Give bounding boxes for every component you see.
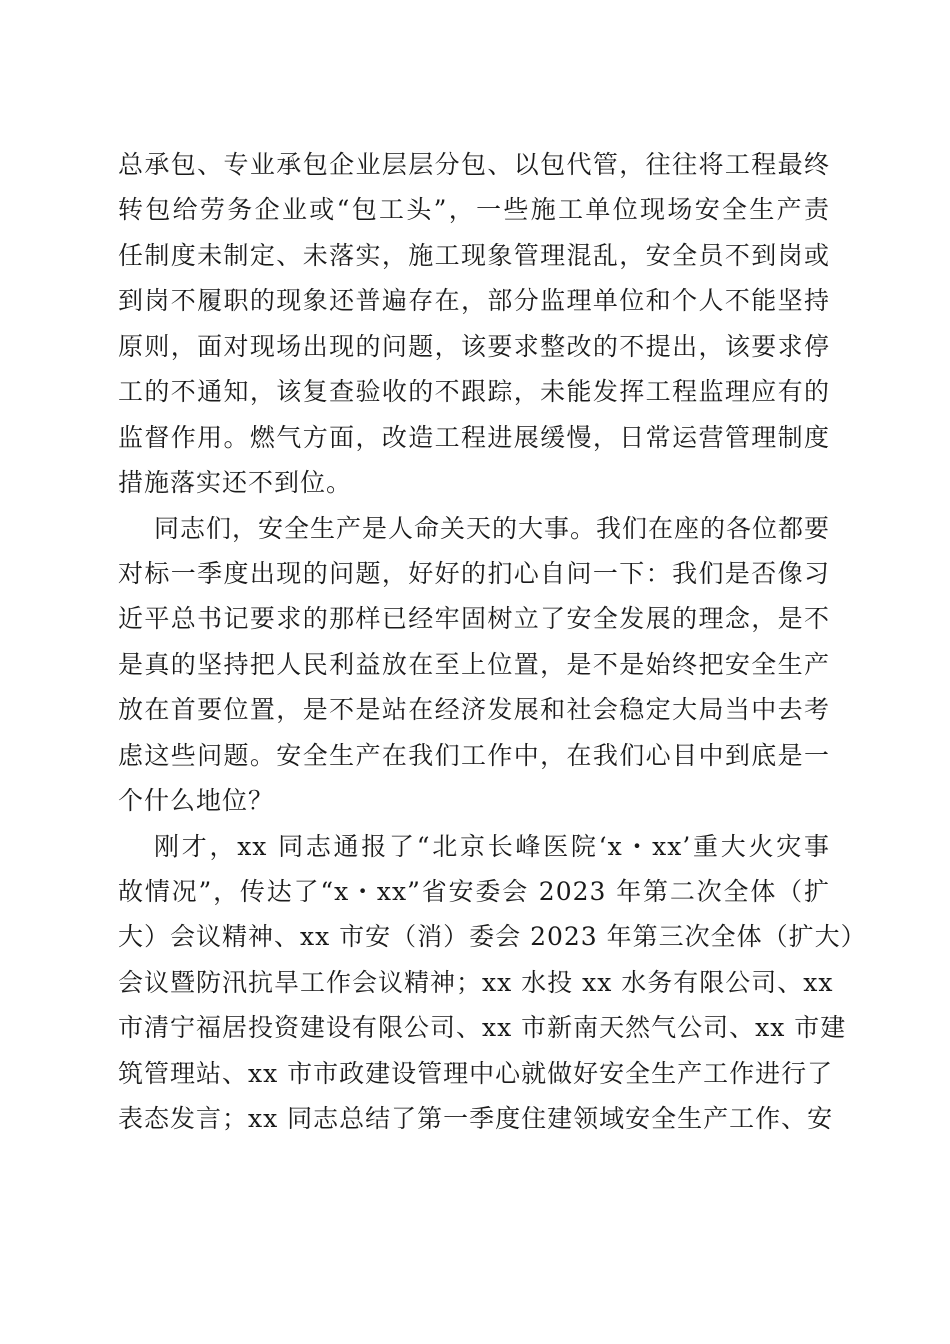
paragraph-1-line-3: 任制度未制定、未落实，施工现象管理混乱，安全员不到岗或 — [118, 240, 830, 270]
paragraph-2-line-4: 是真的坚持把人民利益放在至上位置，是不是始终把安全生产 — [118, 649, 830, 679]
paragraph-1-line-8: 措施落实还不到位。 — [118, 468, 353, 498]
paragraph-2-line-2: 对标一季度出现的问题，好好的扪心自问一下：我们是否像习 — [118, 558, 830, 588]
paragraph-3-line-1: 刚才，xx 同志通报了“北京长峰医院‘x・xx’重大火灾事 — [154, 831, 830, 861]
paragraph-3-line-4: 会议暨防汛抗旱工作会议精神；xx 水投 xx 水务有限公司、xx — [118, 967, 834, 997]
document-body — [118, 142, 867, 1142]
paragraph-3-line-3: 大）会议精神、xx 市安（消）委会 2023 年第三次全体（扩大） — [118, 922, 867, 952]
paragraph-1-line-6: 工的不通知，该复查验收的不跟踪，未能发挥工程监理应有的 — [118, 377, 830, 407]
paragraph-2-line-3: 近平总书记要求的那样已经牢固树立了安全发展的理念，是不 — [118, 604, 830, 634]
paragraph-3-line-6: 筑管理站、xx 市市政建设管理中心就做好安全生产工作进行了 — [118, 1058, 834, 1088]
paragraph-2-line-5: 放在首要位置，是不是站在经济发展和社会稳定大局当中去考 — [118, 695, 830, 725]
paragraph-1-line-7: 监督作用。燃气方面，改造工程进展缓慢，日常运营管理制度 — [118, 422, 830, 452]
paragraph-1-line-2: 转包给劳务企业或“包工头”，一些施工单位现场安全生产责 — [118, 195, 830, 225]
paragraph-3-line-5: 市清宁福居投资建设有限公司、xx 市新南天然气公司、xx 市建 — [118, 1013, 847, 1043]
paragraph-3-line-2: 故情况”，传达了“x・xx”省安委会 2023 年第二次全体（扩 — [118, 877, 830, 906]
paragraph-1-line-4: 到岗不履职的现象还普遍存在，部分监理单位和个人不能坚持 — [118, 286, 830, 316]
paragraph-3-line-7: 表态发言；xx 同志总结了第一季度住建领域安全生产工作、安 — [118, 1104, 834, 1134]
paragraph-1-line-5: 原则，面对现场出现的问题，该要求整改的不提出，该要求停 — [118, 331, 830, 361]
paragraph-2-line-1: 同志们，安全生产是人命关天的大事。我们在座的各位都要 — [154, 513, 831, 543]
paragraph-2-line-6: 虑这些问题。安全生产在我们工作中，在我们心目中到底是一 — [118, 740, 830, 770]
paragraph-1-line-1: 总承包、专业承包企业层层分包、以包代管，往往将工程最终 — [118, 150, 830, 179]
paragraph-2-line-7: 个什么地位？ — [118, 786, 275, 816]
